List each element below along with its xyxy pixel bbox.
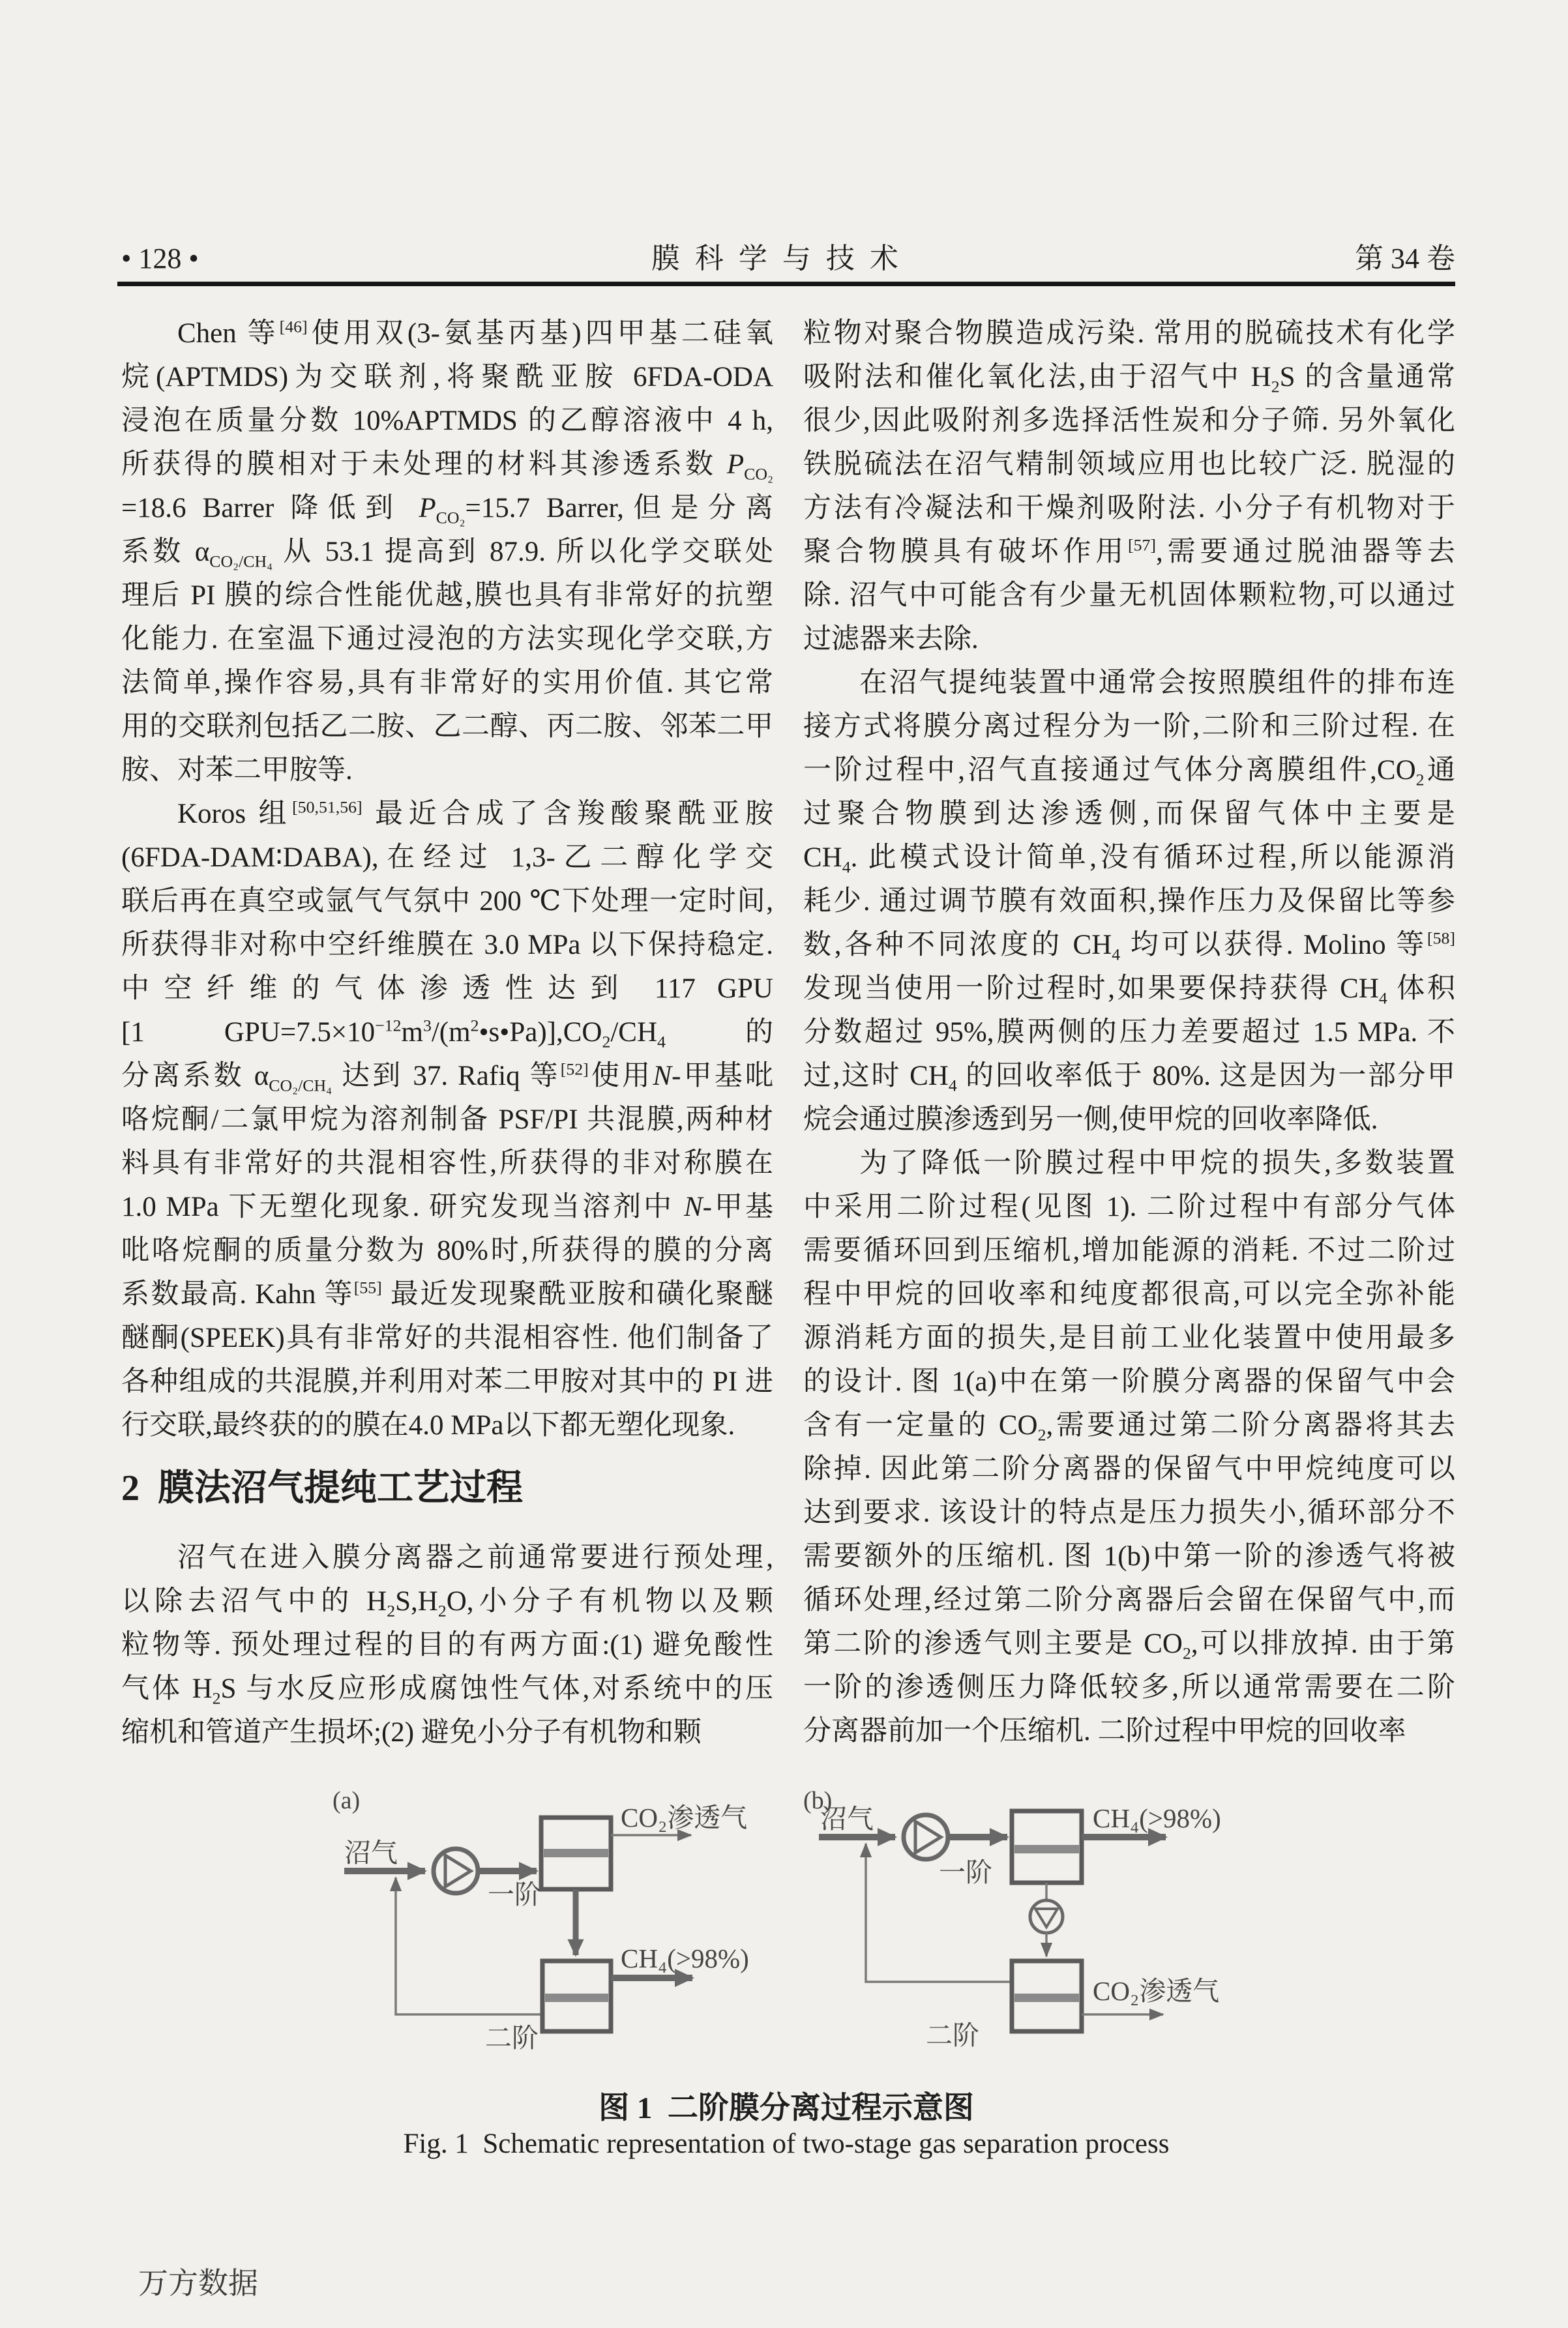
text-line: 分数超过 95%,膜两侧的压力差要超过 1.5 MPa. 不	[803, 1017, 1455, 1048]
stage2-label-a: 二阶	[485, 2023, 539, 2053]
text-line: 分离系数 $\alpha_{CO_2/CH_4}$ 达到 37. Rafiq 等[52]使用N-甲基吡	[121, 1059, 773, 1095]
figure-caption-en: Fig. 1 Schematic representation of two-stage gas separation process	[403, 2129, 1170, 2159]
text-line: 接方式将膜分离过程分为一阶,二阶和三阶过程. 在	[803, 711, 1455, 742]
text-line: 在沼气提纯装置中通常会按照膜组件的排布连	[859, 668, 1455, 698]
text-line: 一阶过程中,沼气直接通过气体分离膜组件$,CO_2$通	[803, 755, 1456, 789]
text-line: 耗少. 通过调节膜有效面积,操作压力及保留比等参	[803, 886, 1455, 917]
text-line: 沼气在进入膜分离器之前通常要进行预处理,	[177, 1542, 773, 1573]
membrane-band	[544, 1849, 608, 1857]
paragraph	[803, 312, 1455, 661]
figure-caption-zh: 图 1 二阶膜分离过程示意图	[599, 2091, 974, 2125]
stage1-label-b: 一阶	[939, 1857, 992, 1887]
right-column	[803, 312, 1455, 1753]
panel-b-tag: (b)	[803, 1787, 833, 1814]
text-line: 过滤器来去除.	[803, 624, 979, 655]
membrane-band	[1014, 1845, 1079, 1853]
text-line: 烷(APTMDS)为交联剂,将聚酰亚胺 6FDA-ODA	[121, 362, 773, 392]
text-line: 缩机和管道产生损坏;(2) 避免小分子有机物和颗	[121, 1717, 702, 1748]
text-line: 系数 $\alpha_{CO_2/CH_4}$ 从 53.1 提高到 87.9. 所以化学交联处	[121, 537, 774, 571]
watermark: 万方数据	[138, 2267, 258, 2300]
text-line: $CH_4$. 此模式设计简单,没有循环过程,所以能源消	[803, 842, 1455, 877]
text-line: 醚酮(SPEEK)具有非常好的共混相容性. 他们制备了	[121, 1323, 773, 1353]
text-line: 以除去沼气中的 $H_2S,H_2O$,小分子有机物以及颗	[121, 1586, 773, 1621]
ch4-product-label-b: CH₄(>98%)	[1093, 1803, 1221, 1833]
text-line: 1.0 MPa 下无塑化现象. 研究发现当溶剂中 N-甲基	[121, 1192, 774, 1222]
text-line: 需要额外的压缩机. 图 1(b)中第一阶的渗透气将被	[803, 1541, 1455, 1572]
text-line: 所获得的膜相对于未处理的材料其渗透系数 $P_{CO_2}$	[121, 449, 773, 484]
volume-label: 第 34 卷	[1355, 243, 1455, 274]
paragraph	[121, 1536, 773, 1754]
text-line: 料具有非常好的共混相容性,所获得的非对称膜在	[121, 1148, 773, 1179]
membrane-band	[1014, 1994, 1079, 2002]
text-line: 中采用二阶过程(见图 1). 二阶过程中有部分气体	[803, 1192, 1455, 1222]
text-line: 循环处理,经过第二阶分离器后会留在保留气中,而	[803, 1585, 1455, 1615]
paragraph	[803, 661, 1455, 1142]
compressor-icon-b	[904, 1815, 948, 1859]
text-line: 分离器前加一个压缩机. 二阶过程中甲烷的回收率	[803, 1716, 1406, 1746]
left-column	[121, 312, 773, 1754]
text-line: 用的交联剂包括乙二胺、乙二醇、丙二胺、邻苯二甲	[121, 711, 773, 742]
membrane-module-a1	[541, 1818, 611, 1889]
text-line: Chen 等[46]使用双(3-氨基丙基)四甲基二硅氧	[177, 317, 773, 349]
compressor-icon-a	[434, 1849, 478, 1893]
text-line: 各种组成的共混膜,并利用对苯二甲胺对其中的 PI 进	[121, 1366, 773, 1397]
ch4-product-label-a: CH₄(>98%)	[621, 1943, 749, 1973]
membrane-band	[545, 1994, 608, 2002]
text-line: 数,各种不同浓度的 $CH_4$ 均可以获得. Molino 等[58]	[803, 928, 1455, 964]
text-line: 很少,因此吸附剂多选择活性炭和分子筛. 另外氧化	[803, 405, 1455, 436]
paragraph	[121, 792, 773, 1447]
membrane-module-b2	[1012, 1961, 1082, 2031]
text-line: 2 膜法沼气提纯工艺过程	[121, 1468, 523, 1509]
diagram-b	[803, 1787, 1221, 2050]
text-line: 一阶的渗透侧压力降低较多,所以通常需要在二阶	[803, 1672, 1455, 1703]
text-line: 理后 PI 膜的综合性能优越,膜也具有非常好的抗塑	[121, 580, 773, 611]
co2-permeate-label-b: CO₂渗透气	[1093, 1976, 1220, 2006]
text-line: 含有一定量的 $CO_2$,需要通过第二阶分离器将其去	[803, 1410, 1456, 1445]
text-line: 法简单,操作容易,具有非常好的实用价值. 其它常	[121, 668, 773, 698]
text-line: 程中甲烷的回收率和纯度都很高,可以完全弥补能	[803, 1279, 1455, 1310]
text-line: 铁脱硫法在沼气精制领域应用也比较广泛. 脱湿的	[803, 449, 1455, 480]
text-line: [1 $GPU=7.5\times 10^{-12}m^3/(m^2•s•Pa)],CO_2/CH_4$ 的	[121, 1016, 773, 1052]
text-line: =18.6 Barrer 降低到 $P_{CO_2}=15.7$ Barrer,但是分离	[121, 493, 774, 527]
panel-a-tag: (a)	[333, 1787, 361, 1814]
text-line: (6FDA-DAM∶DABA),在经过 1,3-乙二醇化学交	[121, 842, 773, 873]
text-line: 的设计. 图 1(a)中在第一阶膜分离器的保留气中会	[803, 1366, 1455, 1397]
co2-permeate-label-a: CO₂渗透气	[621, 1803, 748, 1833]
text-line: 化能力. 在室温下通过浸泡的方法实现化学交联,方	[121, 624, 773, 655]
text-line: 发现当使用一阶过程时,如果要保持获得 $CH_4$ 体积	[803, 973, 1456, 1008]
text-line: 除掉. 因此第二阶分离器的保留气中甲烷纯度可以	[803, 1454, 1455, 1484]
text-line: 过,这时 $CH_4$ 的回收率低于 80%. 这是因为一部分甲	[803, 1061, 1456, 1095]
text-line: 第二阶的渗透气则主要是 $CO_2$,可以排放掉. 由于第	[803, 1628, 1456, 1663]
text-line: 浸泡在质量分数 10%APTMDS 的乙醇溶液中 4 h,	[121, 405, 773, 436]
page-number: • 128 •	[121, 243, 199, 274]
membrane-module-b1	[1012, 1811, 1082, 1883]
text-line: 中空纤维的气体渗透性达到 117 GPU	[121, 973, 773, 1004]
feed-label-b: 沼气	[820, 1804, 874, 1834]
header-rule	[117, 282, 1455, 286]
page-header	[121, 235, 1455, 276]
stage1-label-a: 一阶	[488, 1879, 541, 1909]
text-line: 系数最高. Kahn 等[55] 最近发现聚酰亚胺和磺化聚醚	[121, 1278, 773, 1310]
text-line: 联后再在真空或氩气气氛中 200 ℃下处理一定时间,	[121, 886, 773, 917]
text-line: 烷会通过膜渗透到另一侧,使甲烷的回收率降低.	[803, 1104, 1378, 1135]
text-line: 气体 $H_2S$ 与水反应形成腐蚀性气体,对系统中的压	[121, 1673, 773, 1708]
paragraph	[803, 1142, 1455, 1753]
interstage-compressor-icon-b	[1030, 1900, 1063, 1933]
text-line: 吡咯烷酮的质量分数为 80%时,所获得的膜的分离	[121, 1235, 773, 1266]
figure-1-diagram	[261, 1772, 1434, 2078]
text-line: 达到要求. 该设计的特点是压力损失小,循环部分不	[803, 1497, 1455, 1528]
text-line: 胺、对苯二甲胺等.	[121, 755, 353, 786]
diagram-a	[333, 1787, 749, 2053]
text-line: 源消耗方面的损失,是目前工业化装置中使用最多	[803, 1323, 1455, 1353]
text-line: Koros 组[50,51,56] 最近合成了含羧酸聚酰亚胺	[177, 797, 774, 829]
section-heading	[121, 1466, 773, 1511]
text-line: 吸附法和催化氧化法,由于沼气中 $H_2S$ 的含量通常	[803, 362, 1455, 396]
membrane-module-a2	[542, 1961, 611, 2031]
feed-label-a: 沼气	[344, 1838, 398, 1868]
text-line: 除. 沼气中可能含有少量无机固体颗粒物,可以通过	[803, 580, 1455, 611]
text-line: 方法有冷凝法和干燥剂吸附法. 小分子有机物对于	[803, 493, 1455, 523]
text-line: 过聚合物膜到达渗透侧,而保留气体中主要是	[803, 799, 1455, 829]
text-line: 需要循环回到压缩机,增加能源的消耗. 不过二阶过	[803, 1235, 1455, 1266]
journal-title: 膜 科 学 与 技 术	[651, 243, 902, 274]
text-line: 咯烷酮/二氯甲烷为溶剂制备 PSF/PI 共混膜,两种材	[121, 1104, 773, 1135]
stage2-label-b: 二阶	[926, 2020, 979, 2050]
text-line: 行交联,最终获的的膜在4.0 MPa以下都无塑化现象.	[121, 1410, 735, 1441]
text-line: 粒物等. 预处理过程的目的有两方面:(1) 避免酸性	[121, 1630, 773, 1660]
text-line: 为了降低一阶膜过程中甲烷的损失,多数装置	[859, 1148, 1455, 1179]
text-line: 所获得非对称中空纤维膜在 3.0 MPa 以下保持稳定.	[121, 930, 773, 960]
text-line: 粒物对聚合物膜造成污染. 常用的脱硫技术有化学	[803, 318, 1455, 349]
text-line: 聚合物膜具有破坏作用[57],需要通过脱油器等去	[803, 535, 1456, 567]
paragraph	[121, 312, 773, 792]
